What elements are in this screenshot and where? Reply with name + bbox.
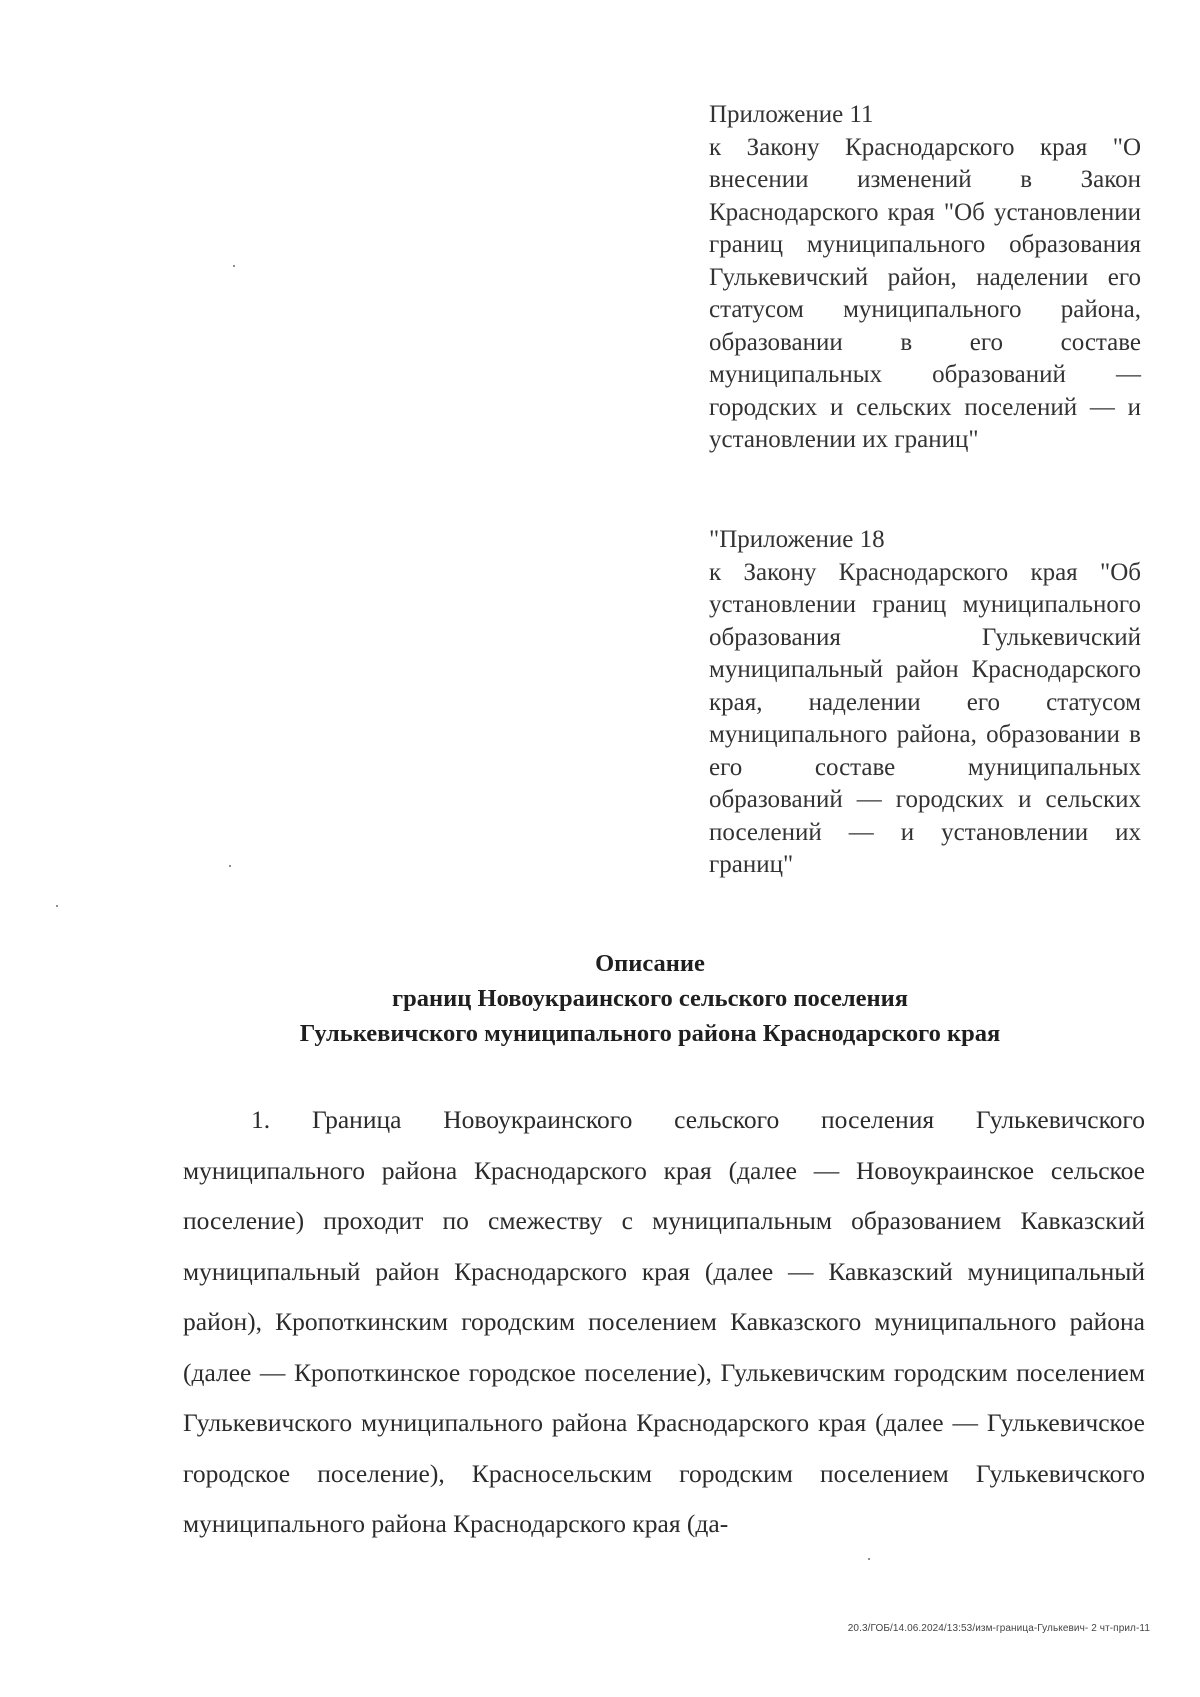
title-line-2: границ Новоукраинского сельского поселения (392, 985, 908, 1012)
document-title (150, 946, 1150, 1051)
title-line-1: Описание (595, 950, 705, 977)
scan-speck (56, 905, 58, 907)
appendix-18-text: к Закону Краснодарского края "Об установлении границ муниципального образования Гулькевичский муниципальный район Краснодарского края, наделении его статусом муниципального района, образовании в его составе муниципальных образований — городских и сельских поселений — и установлении их границ" (709, 558, 1141, 878)
scan-speck (868, 1558, 870, 1560)
scan-speck (233, 265, 235, 267)
scan-speck (229, 865, 231, 867)
appendix-18-heading: "Приложение 18 (709, 526, 885, 553)
appendix-18-block (709, 524, 1141, 882)
appendix-11-text: к Закону Краснодарского края "О внесении изменений в Закон Краснодарского края "Об установлении границ муниципального образования Гулькевичский район, наделении его статусом муниципального района, образовании в его составе муниципальных образований — городских и сельских поселений — и установлении их границ" (709, 133, 1141, 453)
paragraph-1: 1. Граница Новоукраинского сельского поселения Гулькевичского муниципального района Краснодарского края (далее — Новоукраинское сельское поселение) проходит по смежеству с муниципальным образованием Кавказский муниципальный район Краснодарского края (далее — Кавказский муниципальный район), Кропоткинским городским поселением Кавказского муниципального района (далее — Кропоткинское городское поселение), Гулькевичским городским поселением Гулькевичского муниципального района Краснодарского края (далее — Гулькевичское городское поселение), Красносельским городским поселением Гулькевичского муниципального района Краснодарского края (да- (183, 1105, 1145, 1538)
appendix-11-heading: Приложение 11 (709, 101, 874, 128)
footer-reference: 20.3/ГОБ/14.06.2024/13:53/изм-граница-Гулькевич- 2 чт-прил-11 (847, 1623, 1150, 1634)
title-line-3: Гулькевичского муниципального района Краснодарского края (299, 1020, 1001, 1047)
appendix-11-block (709, 99, 1141, 457)
